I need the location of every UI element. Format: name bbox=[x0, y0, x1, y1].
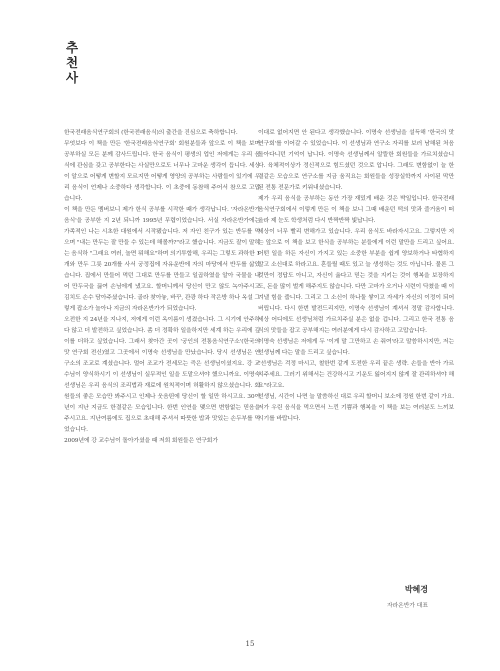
paragraph: 이명숙 선생님은 저에게 두 '이게 말 그만하고 손 줘여'라고 말씀하시지만, 저는 선생님께 다는 말을 드리고 싶습니다. bbox=[258, 339, 454, 356]
paragraph: 세상이 너무 빨리 변해가고 있습니다. 우리 음식도 바라자시고요. 그렇지만 저는 앞으로 이 책을 보고 한식을 공부하는 분들에게 이런 말만을 드리고 싶어요. 어떤 일을 하든 자신이 가지고 있는 소중한 부분을 쉽게 양보하거나 타협하지 말고 소신대로 하라고요. 혼들릴 때도 있고 늘 생성하는 것도 아닙니다. 물론 그것만이 정답도 아니고, 자신이 옳다고 믿는 것을 지키는 것이 행복을 보장하지도, 돈을 많이 벌게 해주지도 않습니다. 다만 고마가 오거나 시련이 닥쳤을 때 이겨낼 힘을 줍니다. 그리고 그 소신이 하나둘 쌓이고 자세가 자신의 이정이 되어버립니다. 다시 한번 발전드리지만, 이명숙 선생님이 계셔서 정말 감사합니다. 세상 어디에도 선생님처럼 가르치주실 분은 없을 겁니다. 그리고 한국 전통 음식의 맛들을 잡고 공부해지는 여러분에게 다시 감사하고 고맙습니다. bbox=[258, 229, 454, 334]
signature-name: 박혜경 bbox=[404, 584, 428, 594]
paragraph: 제가 우리 음식을 공부하는 동안 가장 재밌게 배운 것은 박일입니다. 한국전래음식연구회에서 이렇게 만든 이 책을 보니 그때 배운던 떡의 맛과 즐거움이 떠올라 제 눈도 학생처럼 다시 반짝반짝 빛납니다. bbox=[258, 196, 454, 224]
signature-title: 자라온반가 대표 bbox=[386, 603, 428, 609]
paragraph: 이 책을 만든 멤버보니 제가 한식 공부를 시작한 때가 생각납니다. '자라온반가 음식'을 공부한 지 2년 되니까 1995년 무렵이었습니다. 서실 자라온반가에는 가족적인 나는 시초한 대원에서 시작됐습니다. 저 자인 친구가 있는 반두를 먹으며 "내는 만두는 잘 만들 수 있는데 해볼까?"라고 했습니다. 지금도 잘이 말하는 음식하 "그래요 여러, 놀면 뭐해요"하며 의기투합해, 우리는 그렇도 과하한 1개와 만두 그릇 20개를 사서 궁정집에 자유운반에 자의 마당에서 반두를 삶았습니다. 집에서 만들어 먹던 그대로 만두를 만들고 일곱하였을 알아 국물을 내어 만두국을 끓여 손님에게 냈고요. 할머니께서 당신이 만고 않도 녹아주시고 김치도 손수 담아주셨습니다. 골라 찾아놓, 바꾸, 관광 하다 작은방 하나 옥설 그렇게 잡소가 놀아나 지금의 자라온반가가 되었습니다. bbox=[64, 207, 260, 312]
page-title: 추천사 bbox=[65, 40, 79, 85]
paragraph: "선생님은 걱정 마시고, 철한번 같게 도전한 우리 끝은 생략. 손들을 반아 가르치주세요. 그러기 위해서는 건강하시고 기운도 잃어지지 않게 잘 관리하셔야 해요"라고요. bbox=[258, 361, 454, 389]
paragraph: 이대로 없어지면 안 된다고 생각했습니다. 이명숙 선생님을 설득해 '한국의 맛 연구회'를 이어갈 수 있었습니다. 이 선생님과 연구소 자리를 보러 남해된 처음 돌아다니던 기억이 납니다. 이명숙 선생님께서 알뜰한 회원들을 가르치셨습니다. 육체적이상가 정신적으로 힘드셨던 것으로 압니다. 그래도 변함없이 늘 한결같은 모습으로 연구소를 지금 움직요는 회원들을 성장실학까지 사이된 막만된 전통 전문가로 키워내셨습니다. bbox=[258, 130, 454, 191]
left-column bbox=[64, 128, 260, 447]
paragraph: 2009년에 강 교수님이 돌아가셨을 때 저희 회원들은 연구회가 bbox=[64, 438, 218, 444]
paragraph: 선생님, 시간이 나면 늘 말씀하신 대로 우리 할머니 보소에 정원 한번 같이 가요. 저가 우린 음식을 먹으면서 느낀 기쁨과 행복을 이 책을 보는 여러분도 느끼보시기를 바랍니다. bbox=[258, 394, 454, 422]
paragraph: 무엇보다 이 책을 만든 '한국전래음식연구회' 회원분들과 앞으로 이 책을 보며 공부하실 모든 분께 감사드립니다. 한국 음식이 평생의 업인 저에게는 우리 음식에 관심을 갖고 공부한다는 사실만으로도 너무나 고마운 생각이 듭니다. 세상이 알으로 어떻게 변할지 모르지만 어떻게 영양의 공부하는 사람들이 있기에 우리 음식이 언제나 소중하다 생각합니다. 이 초중에 동참해 주어서 참으로 고맙습니다. bbox=[64, 141, 260, 202]
page-number: 15 bbox=[245, 640, 255, 648]
right-column bbox=[258, 128, 454, 425]
paragraph: 오전한 지 24년을 지나지, 저에게 이런 옥이름이 생겼습니다. 그 시기에 안주하다 않고 더 발전하고 싶었습니다. 좀 더 정확하 일을하지만 세계 하는 우리에 깊이를 더하고 싶었습니다. 그래서 찾아간 곳이 '궁인의 전통음식연구소'(한국의 맛 연구회 전신)였고 그곳에서 이명숙 선생님을 만났습니다. 당시 선생님은 연구소의 조교로 계셨습니다. 멀어 조교가 전세모는 즉은 선생님이셨지요. 강 교수님이 양식하시기 이 선생님이 실무적인 일을 도맡으셔야 했으니까요. 이명숙 선생님은 우리 음식의 조리법과 재료에 원칙적이며 허활하지 않으셨습니다. 회원들의 좋은 모습만 봐주시고 인제나 웃음띤에 당신이 할 일만 하시고요. 30여 년이 지난 지금도 한결같은 모습입니다. 한번 인연을 맺으면 변함없는 믿음을 주시고요. 지난여름에도 집으로 초대해 주셔서 따뜻한 밥과 맛있는 손두부를 먹었습니다. bbox=[64, 317, 260, 433]
paragraph: 한국전래음식연구회의 (한국전래음식)의 출간을 진심으로 축하합니다. bbox=[64, 130, 238, 136]
signature bbox=[387, 584, 428, 609]
